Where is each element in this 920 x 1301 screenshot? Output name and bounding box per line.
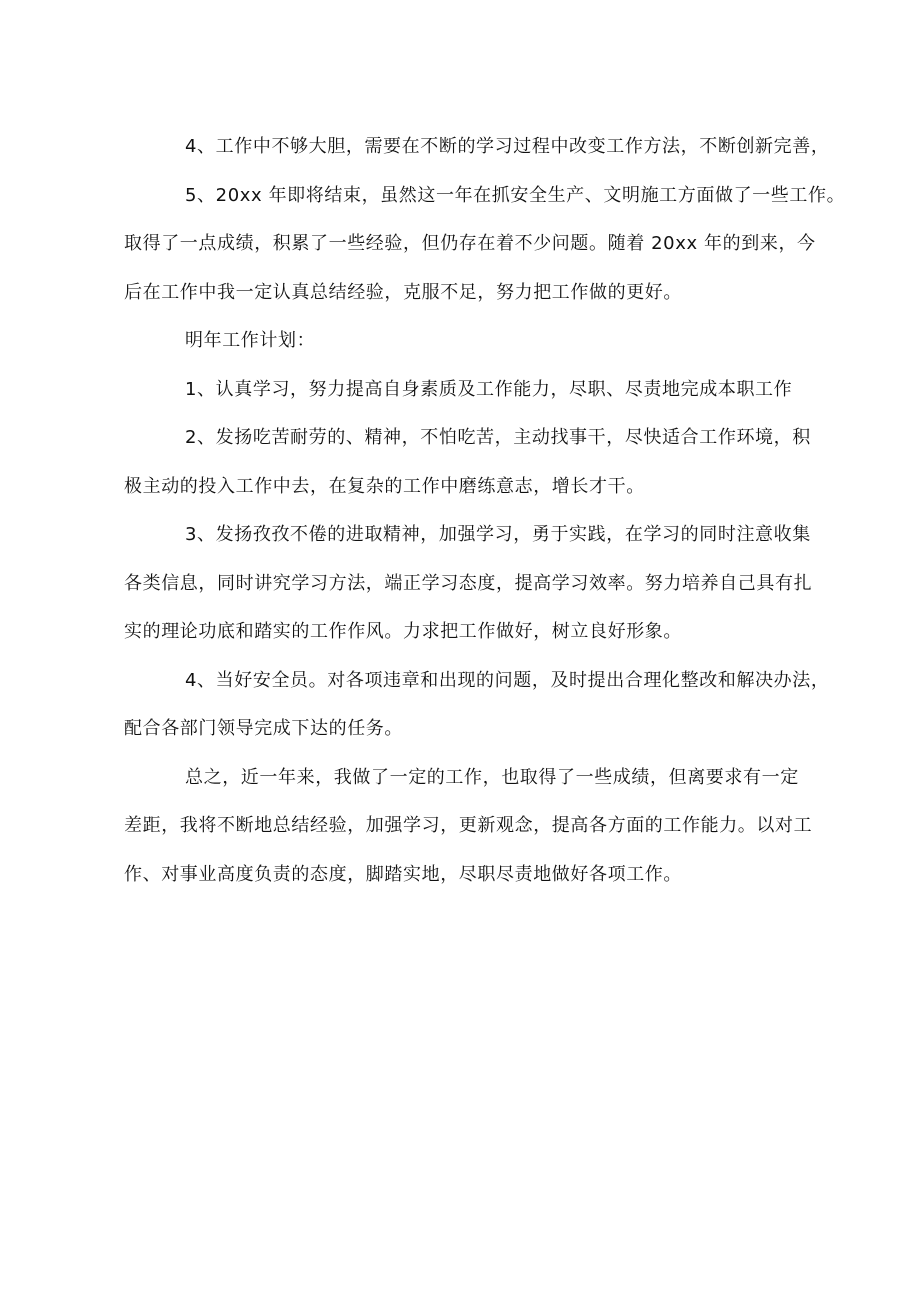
summary-paragraph (88, 754, 830, 900)
section-heading-next-year-plan (88, 317, 830, 366)
paragraph-line: 配合各部门领导完成下达的任务。 (124, 718, 403, 739)
paragraph-line: 2、发扬吃苦耐劳的、精神，不怕吃苦，主动找事干，尽快适合工作环境，积 (185, 427, 811, 448)
plan-item-3 (88, 511, 830, 657)
paragraph-item-4-courage (88, 123, 830, 172)
paragraph-line: 各类信息，同时讲究学习方法，端正学习态度，提高学习效率。努力培养自己具有扎 (124, 572, 813, 594)
paragraph-line: 实的理论功底和踏实的工作作风。力求把工作做好，树立良好形象。 (124, 621, 682, 642)
paragraph-line: 4、当好安全员。对各项违章和出现的问题，及时提出合理化整改和解决办法， (185, 669, 830, 691)
paragraph-item-5-year-end (88, 172, 846, 318)
paragraph-line: 3、发扬孜孜不倦的进取精神，加强学习，勇于实践，在学习的同时注意收集 (185, 524, 811, 545)
plan-item-1 (88, 366, 830, 415)
paragraph-line: 总之，近一年来，我做了一定的工作，也取得了一些成绩，但离要求有一定 (185, 766, 799, 788)
document-body (88, 123, 846, 899)
paragraph-line: 后在工作中我一定认真总结经验，克服不足，努力把工作做的更好。 (124, 281, 682, 303)
paragraph-line: 5、20xx 年即将结束，虽然这一年在抓安全生产、文明施工方面做了一些工作。 (185, 184, 846, 206)
paragraph-line: 4、工作中不够大胆，需要在不断的学习过程中改变工作方法，不断创新完善， (185, 136, 830, 157)
paragraph-line: 取得了一点成绩，积累了一些经验，但仍存在着不少问题。随着 20xx 年的到来，今 (124, 233, 816, 254)
plan-item-4 (88, 657, 830, 754)
section-heading: 明年工作计划： (185, 330, 316, 351)
paragraph-line: 1、认真学习，努力提高自身素质及工作能力，尽职、尽责地完成本职工作 (185, 378, 793, 400)
paragraph-line: 极主动的投入工作中去，在复杂的工作中磨练意志，增长才干。 (124, 475, 645, 497)
paragraph-line: 作、对事业高度负责的态度，脚踏实地，尽职尽责地做好各项工作。 (124, 863, 682, 885)
paragraph-line: 差距，我将不断地总结经验，加强学习，更新观念，提高各方面的工作能力。以对工 (124, 815, 813, 836)
plan-item-2 (88, 414, 830, 511)
